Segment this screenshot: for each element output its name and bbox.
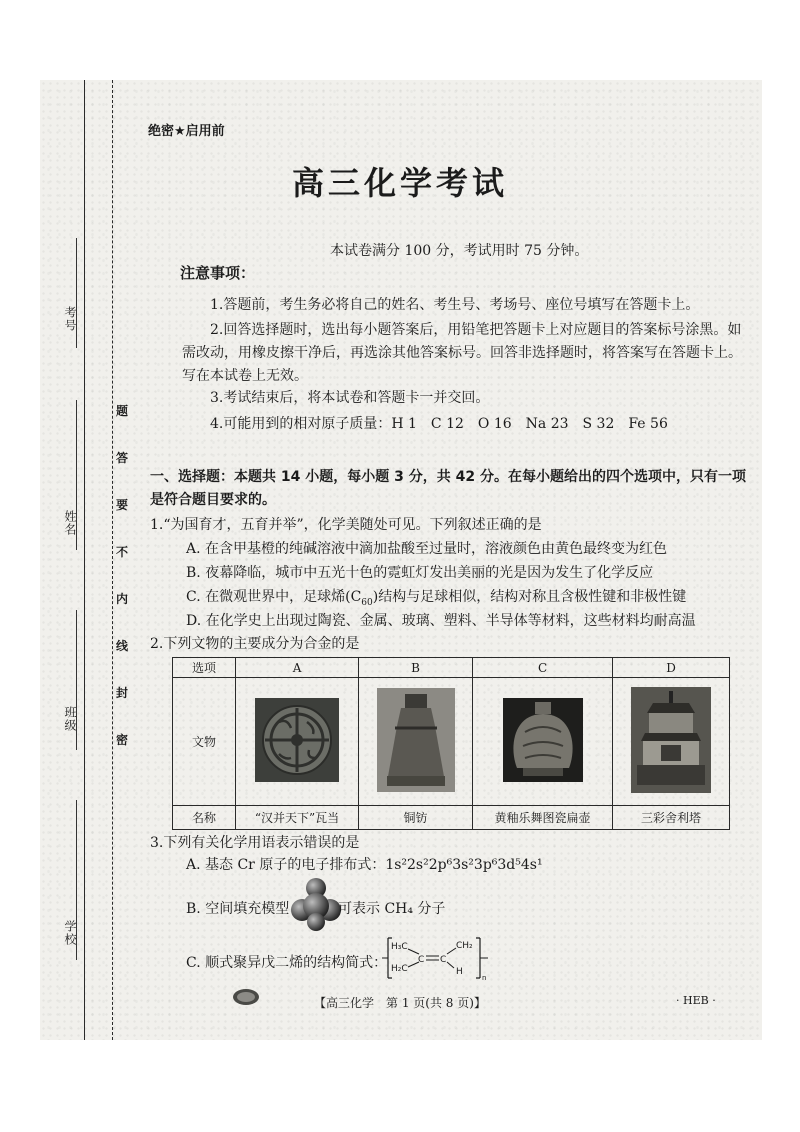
formula-c-right: C: [440, 955, 447, 965]
q3-option-b-prefix: B. 空间填充模型: [186, 901, 290, 917]
q3-option-c-prefix: C. 顺式聚异戊二烯的结构简式：: [186, 955, 388, 971]
q1-option-b: B. 夜幕降临，城市中五光十色的霓虹灯发出美丽的光是因为发生了化学反应: [186, 565, 654, 581]
q1-option-c-prefix: C. 在微观世界中，足球烯(C: [186, 589, 362, 605]
name-label: 姓名: [63, 510, 77, 536]
notes-heading: 注意事项：: [180, 264, 256, 282]
q1-option-d: D. 在化学史上出现过陶瓷、金属、玻璃、塑料、半导体等材料，这些材料均耐高温: [186, 613, 696, 629]
seal-char: 封: [116, 686, 129, 700]
artifact-image-d: [613, 678, 730, 806]
secrecy-mark: 绝密★启用前: [148, 124, 225, 139]
bronze-vessel-icon: [377, 688, 455, 792]
page-title: 高三化学考试: [291, 164, 508, 202]
pagoda-icon: [631, 687, 711, 793]
table-header-cell: 选项: [173, 658, 236, 678]
seal-char: 答: [116, 451, 129, 465]
binding-line-outer: [84, 80, 85, 1040]
seal-char: 内: [116, 592, 129, 606]
methane-space-filling-model-icon: [288, 876, 344, 932]
artifact-name-b: 铜钫: [359, 806, 473, 830]
school-line: [76, 800, 77, 960]
q3-option-a: A. 基态 Cr 原子的电子排布式：1s²2s²2p⁶3s²3p⁶3d⁵4s¹: [186, 857, 543, 873]
note-item: 3.考试结束后，将本试卷和答题卡一并交回。: [210, 390, 490, 406]
table-row-label: 文物: [173, 678, 236, 806]
note-item: 4.可能用到的相对原子质量：H 1 C 12 O 16 Na 23 S 32 Fe 56: [210, 416, 668, 432]
artifact-image-b: [359, 678, 473, 806]
column-letter-c: C: [473, 658, 613, 678]
artifact-image-a: [236, 678, 359, 806]
note-item: 1.答题前，考生务必将自己的姓名、考生号、考场号、座位号填写在答题卡上。: [210, 297, 700, 313]
class-line: [76, 610, 77, 750]
name-line: [76, 400, 77, 550]
note-item: 2.回答选择题时，选出每小题答案后，用铅笔把答题卡上对应题目的答案标号涂黑。如需改动，用橡皮擦干净后，再选涂其他答案标号。回答非选择题时，将答案写在答题卡上。写在本试卷上无效。: [182, 322, 742, 384]
question-3-stem: 3.下列有关化学用语表示错误的是: [150, 835, 360, 851]
artifact-image-c: [473, 678, 613, 806]
artifact-name-d: 三彩舍利塔: [613, 806, 730, 830]
seal-char: 要: [116, 498, 129, 512]
artifact-name-a: “汉并天下”瓦当: [236, 806, 359, 830]
formula-h: H: [456, 967, 463, 977]
column-letter-b: B: [359, 658, 473, 678]
q1-option-a: A. 在含甲基橙的纯碱溶液中滴加盐酸至过量时，溶液颜色由黄色最终变为红色: [186, 541, 668, 557]
school-label: 学校: [63, 920, 77, 946]
q1-option-c-subscript: 60: [361, 597, 373, 608]
q3-option-b-suffix: 可表示 CH₄ 分子: [338, 901, 446, 917]
column-letter-d: D: [613, 658, 730, 678]
table-row-label: 名称: [173, 806, 236, 830]
seal-char: 线: [116, 639, 129, 653]
roof-tile-icon: [255, 698, 339, 782]
page-footer: 【高三化学 第 1 页(共 8 页)】: [314, 996, 486, 1010]
formula-h2c-bottom: H₂C: [391, 964, 408, 974]
footer-code: · HEB ·: [676, 994, 716, 1007]
formula-c-left: C: [418, 955, 425, 965]
exam-sheet: [40, 80, 762, 1040]
question-2-stem: 2.下列文物的主要成分为合金的是: [150, 636, 360, 652]
section-heading: 一、选择题：本题共 14 小题，每小题 3 分，共 42 分。在每小题给出的四个选项中，只有一项是符合题目要求的。: [150, 469, 746, 508]
exam-number-label: 考号: [63, 306, 77, 332]
question-1-stem: 1.“为国育才，五育并举”，化学美随处可见。下列叙述正确的是: [150, 517, 542, 533]
q1-option-c: [186, 586, 686, 608]
seal-char: 不: [116, 545, 129, 559]
formula-n: n: [482, 974, 487, 982]
seal-char: 密: [116, 733, 129, 747]
class-label: 班级: [63, 706, 77, 732]
formula-h2c-top: H₃C: [391, 942, 408, 952]
q1-option-c-suffix: )结构与足球相似，结构对称且含极性键和非极性键: [372, 589, 687, 605]
exam-number-line: [76, 238, 77, 348]
porcelain-flask-icon: [503, 698, 583, 782]
exam-intro: 本试卷满分 100 分，考试用时 75 分钟。: [330, 243, 589, 259]
formula-ch2: CH₂: [456, 941, 473, 951]
column-letter-a: A: [236, 658, 359, 678]
artifact-table: [172, 657, 730, 830]
seal-char: 题: [116, 404, 129, 418]
binding-line-seal: [112, 80, 113, 1040]
polyisoprene-structure-icon: [382, 934, 492, 982]
artifact-name-c: 黄釉乐舞图瓷扁壶: [473, 806, 613, 830]
